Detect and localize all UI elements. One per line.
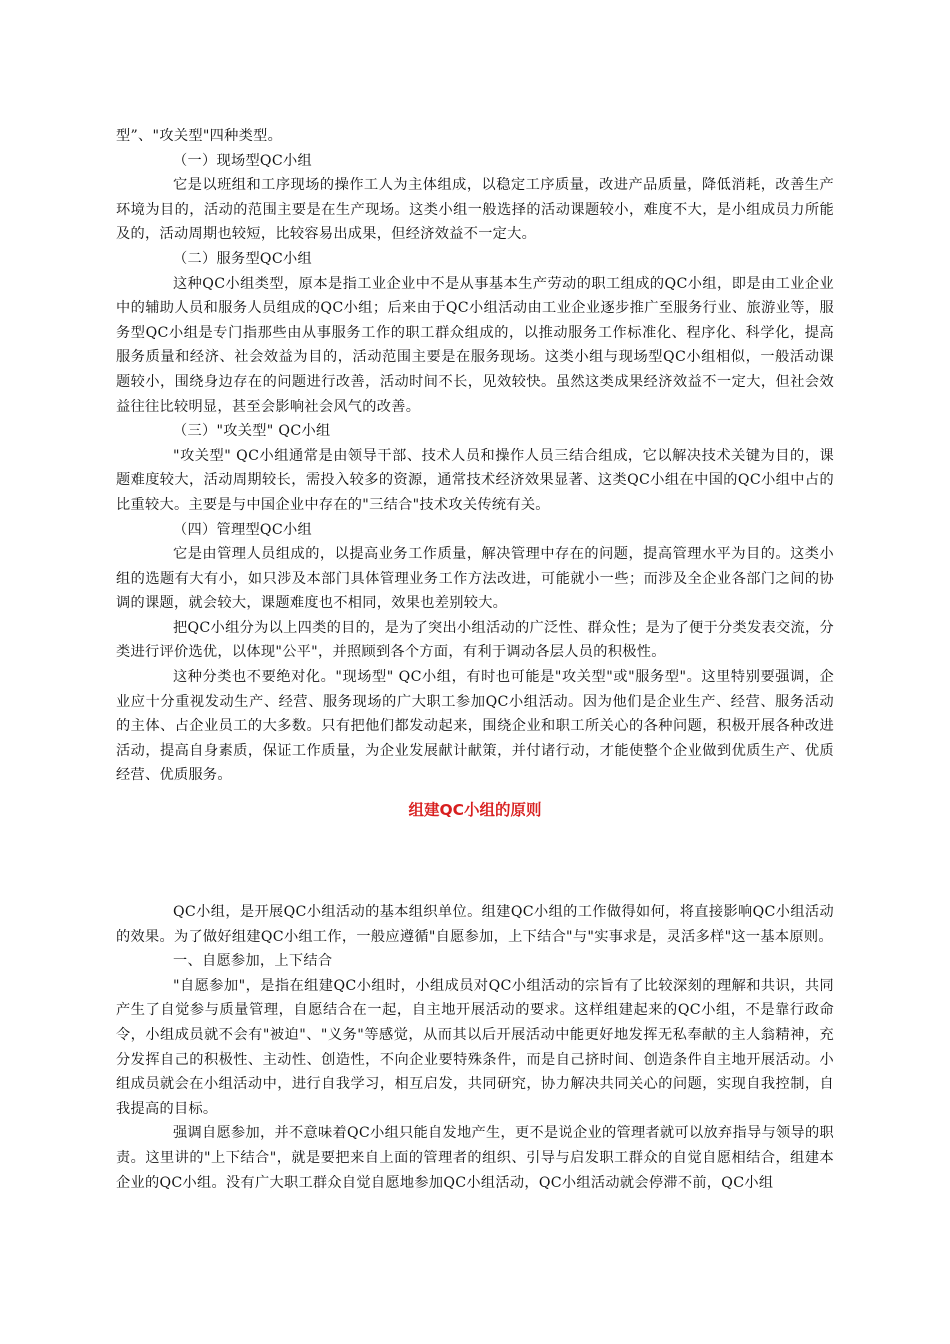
paragraph: （三）"攻关型" QC小组 (173, 423, 331, 440)
paragraph: 强调自愿参加，并不意味着QC小组只能自发地产生，更不是说企业的管理者就可以放弃指导与领导的职责。这里讲的"上下结合"，就是要把来自上面的管理者的组织、引导与启发职工群众的自觉自愿相结合，组建本企业的QC小组。没有广大职工群众自觉自愿地参加QC小组活动，QC小组活动就会停滞不前，QC小组 (116, 1125, 834, 1191)
paragraph: 它是以班组和工序现场的操作工人为主体组成，以稳定工序质量，改进产品质量，降低消耗，改善生产环境为目的，活动的范围主要是在生产现场。这类小组一般选择的活动课题较小，难度不大，是小组成员力所能及的，活动周期也较短，比较容易出成果，但经济效益不一定大。 (116, 177, 834, 243)
paragraph: "攻关型" QC小组通常是由领导干部、技术人员和操作人员三结合组成，它以解决技术关键为目的，课题难度较大，活动周期较长，需投入较多的资源，通常技术经济效果显著、这类QC小组在中国的QC小组中占的比重较大。主要是与中国企业中存在的"三结合"技术攻关传统有关。 (116, 447, 834, 513)
paragraph: 它是由管理人员组成的，以提高业务工作质量，解决管理中存在的问题，提高管理水平为目的。这类小组的选题有大有小，如只涉及本部门具体管理业务工作方法改进，可能就小一些；而涉及全企业各部门之间的协调的课题，就会较大，课题难度也不相同，效果也差别较大。 (116, 546, 834, 612)
section-heading: 组建QC小组的原则 (408, 801, 542, 819)
paragraph: （一）现场型QC小组 (173, 152, 312, 169)
paragraph: （四）管理型QC小组 (173, 521, 312, 538)
paragraph: QC小组，是开展QC小组活动的基本组织单位。组建QC小组的工作做得如何，将直接影响QC小组活动的效果。为了做好组建QC小组工作，一般应遵循"自愿参加，上下结合"与"实事求是，灵活多样"这一基本原则。 (116, 904, 834, 945)
paragraph: 这种QC小组类型，原本是指工业企业中不是从事基本生产劳动的职工组成的QC小组，即是由工业企业中的辅助人员和服务人员组成的QC小组；后来由于QC小组活动由工业企业逐步推广至服务行业、旅游业等，服务型QC小组是专门指那些由从事服务工作的职工群众组成的，以推动服务工作标准化、程序化、科学化，提高服务质量和经济、社会效益为目的，活动范围主要是在服务现场。这类小组与现场型QC小组相似，一般活动课题较小，围绕身边存在的问题进行改善，活动时间不长，见效较快。虽然这类成果经济效益不一定大，但社会效益往往比较明显，甚至会影响社会风气的改善。 (116, 275, 834, 415)
section-qc-group-principles (116, 900, 834, 1195)
paragraph: 把QC小组分为以上四类的目的，是为了突出小组活动的广泛性、群众性；是为了便于分类发表交流，分类进行评价选优，以体现"公平"，并照顾到各个方面，有利于调动各层人员的积极性。 (116, 619, 834, 661)
paragraph: 一、自愿参加，上下结合 (173, 953, 333, 970)
paragraph: （二）服务型QC小组 (173, 250, 312, 267)
paragraph: 这种分类也不要绝对化。"现场型" QC小组，有时也可能是"攻关型"或"服务型"。这里特别要强调，企业应十分重视发动生产、经营、服务现场的广大职工参加QC小组活动。因为他们是企业生产、经营、服务活动的主体、占企业员工的大多数。只有把他们都发动起来，围绕企业和职工所关心的各种问题，积极开展各种改进活动，提高自身素质，保证工作质量，为企业发展献计献策，并付诸行动，才能使整个企业做到优质生产、优质经营、优质服务。 (116, 669, 834, 784)
section-qc-group-types (116, 124, 834, 788)
paragraph: 型”、"攻关型"四种类型。 (116, 128, 283, 144)
paragraph: "自愿参加"，是指在组建QC小组时，小组成员对QC小组活动的宗旨有了比较深刻的理解和共识，共同产生了自觉参与质量管理，自愿结合在一起，自主地开展活动的要求。这样组建起来的QC小组，不是靠行政命令，小组成员就不会有"被迫"、"义务"等感觉，从而其以后开展活动中能更好地发挥无私奉献的主人翁精神，充分发挥自己的积极性、主动性、创造性，不向企业要特殊条件，而是自己挤时间、创造条件自主地开展活动。小组成员就会在小组活动中，进行自我学习，相互启发，共同研究，协力解决共同关心的问题，实现自我控制，自我提高的目标。 (116, 977, 834, 1117)
